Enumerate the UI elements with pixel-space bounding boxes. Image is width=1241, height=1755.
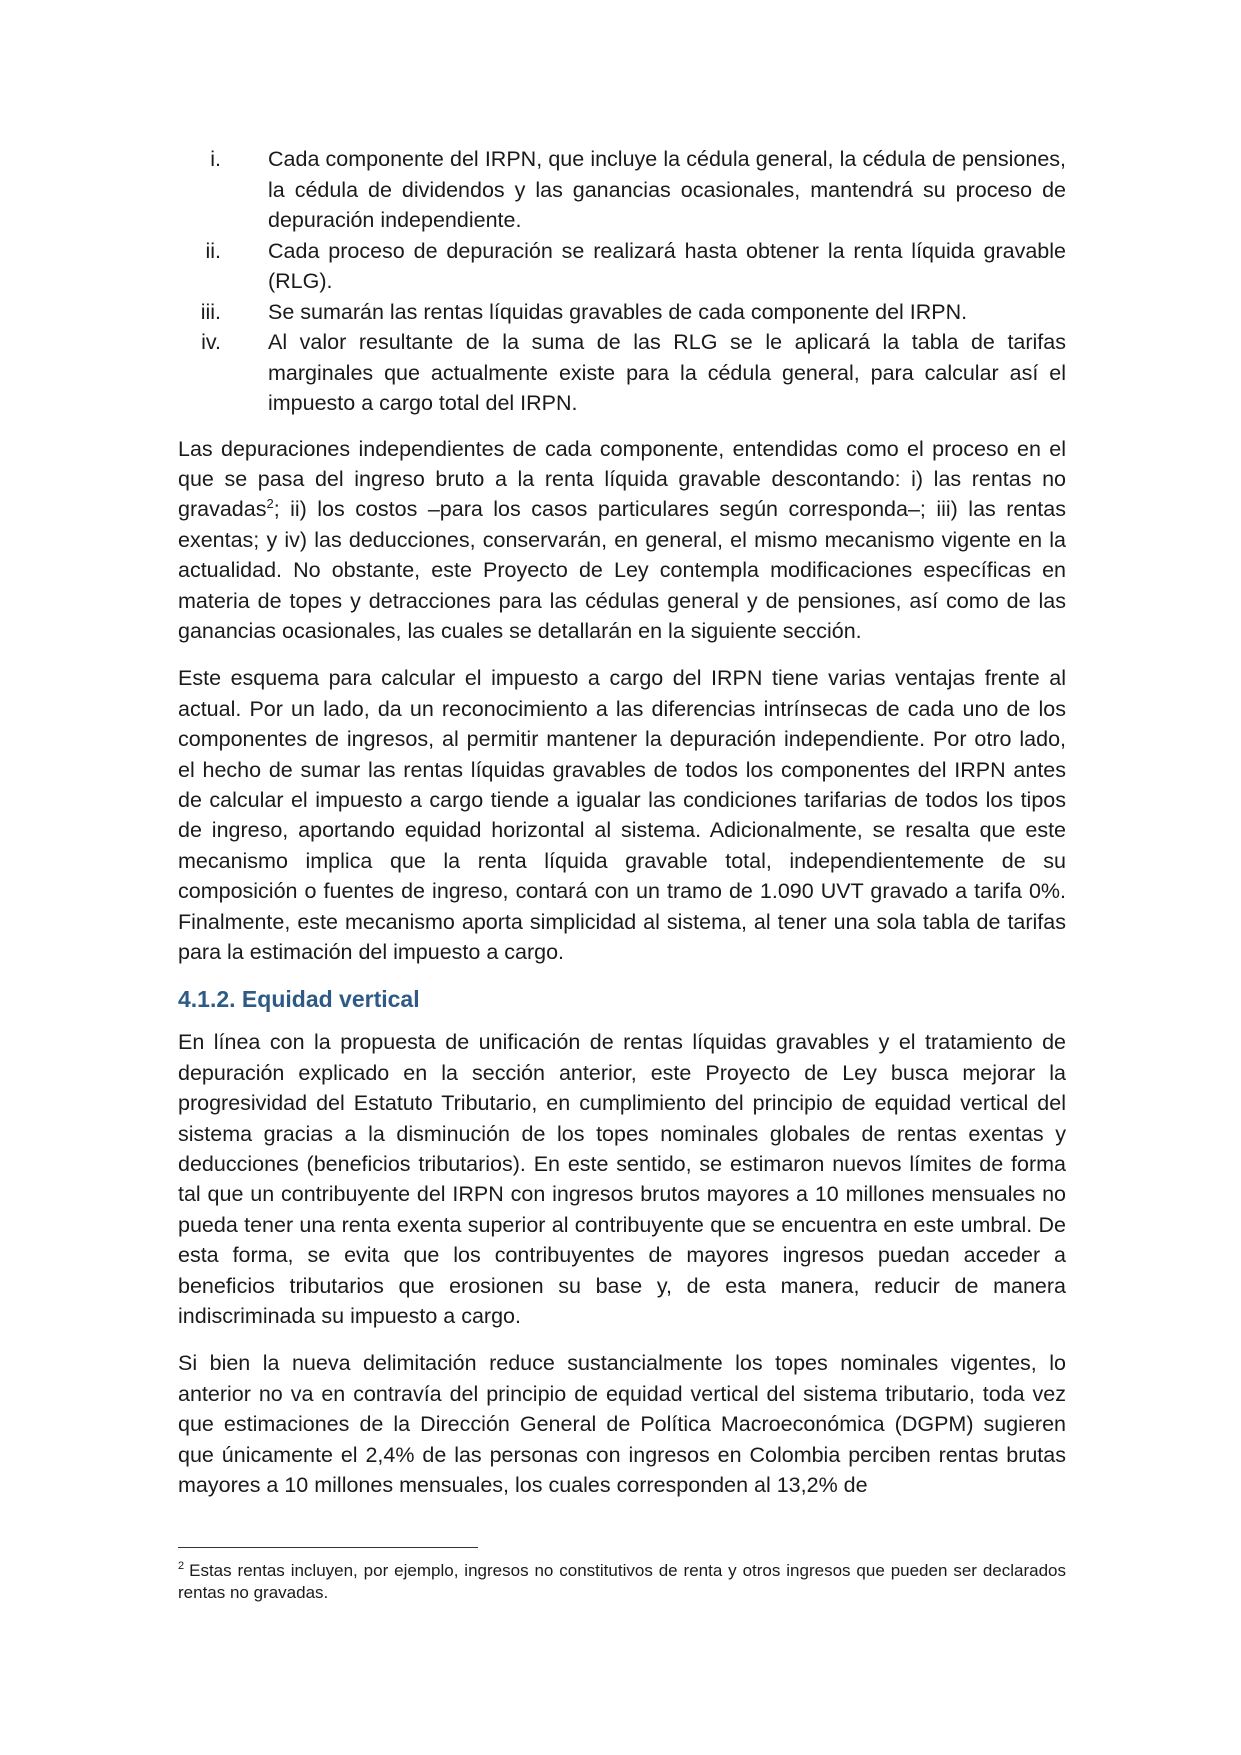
main-content xyxy=(178,144,1066,1501)
section-heading: 4.1.2. Equidad vertical xyxy=(178,986,420,1013)
footnote-text: Estas rentas incluyen, por ejemplo, ingresos no constitutivos de renta y otros ingresos que pueden ser declarados rentas no gravadas. xyxy=(178,1561,1066,1602)
list-item-number: i. xyxy=(210,147,221,171)
footnote xyxy=(178,1560,1066,1604)
list-item-text: Se sumarán las rentas líquidas gravables de cada componente del IRPN. xyxy=(268,299,968,324)
paragraph-text: Las depuraciones independientes de cada componente, entendidas como el proceso en el que se pasa del ingreso bruto a la renta líquida gravable descontando: i) las rentas no gravadas xyxy=(178,436,1066,522)
list-item-text: Cada proceso de depuración se realizará hasta obtener la renta líquida gravable (RLG). xyxy=(268,238,1066,293)
paragraph-linea: En línea con la propuesta de unificación de rentas líquidas gravables y el tratamiento de depuración explicado en la sección anterior, este Proyecto de Ley busca mejorar la progresividad del Estatuto Tributario, en cumplimiento del principio de equidad vertical del sistema gracias a la disminución de los topes nominales globales de rentas exentas y deducciones (beneficios tributarios). En este sentido, se estimaron nuevos límites de forma tal que un contribuyente del IRPN con ingresos brutos mayores a 10 millones mensuales no pueda tener una renta exenta superior al contribuyente que se encuentra en este umbral. De esta forma, se evita que los contribuyentes de mayores ingresos puedan acceder a beneficios tributarios que erosionen su base y, de esta manera, reducir de manera indiscriminada su impuesto a cargo. xyxy=(178,1030,1066,1329)
list-item-text: Al valor resultante de la suma de las RLG se le aplicará la tabla de tarifas marginales que actualmente existe para la cédula general, para calcular así el impuesto a cargo total del IRPN. xyxy=(268,330,1066,415)
list-item-number: iii. xyxy=(200,299,221,324)
list-item-number: iv. xyxy=(201,330,221,354)
list-item xyxy=(178,327,1066,419)
list-item-number: ii. xyxy=(205,238,221,263)
list-item-text: Cada componente del IRPN, que incluye la cédula general, la cédula de pensiones, la cédula de dividendos y las ganancias ocasionales, mantendrá su proceso de depuración independiente. xyxy=(268,147,1066,232)
paragraph-delimitacion: Si bien la nueva delimitación reduce sustancialmente los topes nominales vigentes, lo anterior no va en contravía del principio de equidad vertical del sistema tributario, toda vez que estimaciones de la Dirección General de Política Macroeconómica (DGPM) sugieren que únicamente el 2,4% de las personas con ingresos en Colombia perciben rentas brutas mayores a 10 millones mensuales, los cuales corresponden al 13,2% de xyxy=(178,1351,1066,1498)
paragraph-depuraciones xyxy=(178,434,1066,647)
list-item xyxy=(178,236,1066,297)
list-item xyxy=(178,297,1066,328)
list-item xyxy=(178,144,1066,236)
footnote-reference[interactable]: 2 xyxy=(266,496,274,512)
footnote-separator xyxy=(178,1547,478,1548)
paragraph-text: ; ii) los costos –para los casos particulares según corresponda–; iii) las rentas exentas; y iv) las deducciones, conservarán, en general, el mismo mecanismo vigente en la actualidad. No obstante, este Proyecto de Ley contempla modificaciones específicas en materia de topes y detracciones para las cédulas general y de pensiones, así como de las ganancias ocasionales, las cuales se detallarán en la siguiente sección. xyxy=(178,497,1066,643)
footnote-number: 2 xyxy=(178,1560,185,1573)
paragraph-esquema: Este esquema para calcular el impuesto a cargo del IRPN tiene varias ventajas frente al actual. Por un lado, da un reconocimiento a las diferencias intrínsecas de cada uno de los componentes de ingresos, al permitir mantener la depuración independiente. Por otro lado, el hecho de sumar las rentas líquidas gravables de todos los componentes del IRPN antes de calcular el impuesto a cargo tiende a igualar las condiciones tarifarias de todos los tipos de ingreso, aportando equidad horizontal al sistema. Adicionalmente, se resalta que este mecanismo implica que la renta líquida gravable total, independientemente de su composición o fuentes de ingreso, contará con un tramo de 1.090 UVT gravado a tarifa 0%. Finalmente, este mecanismo aporta simplicidad al sistema, al tener una sola tabla de tarifas para la estimación del impuesto a cargo. xyxy=(178,666,1066,964)
numbered-list xyxy=(178,144,1066,419)
